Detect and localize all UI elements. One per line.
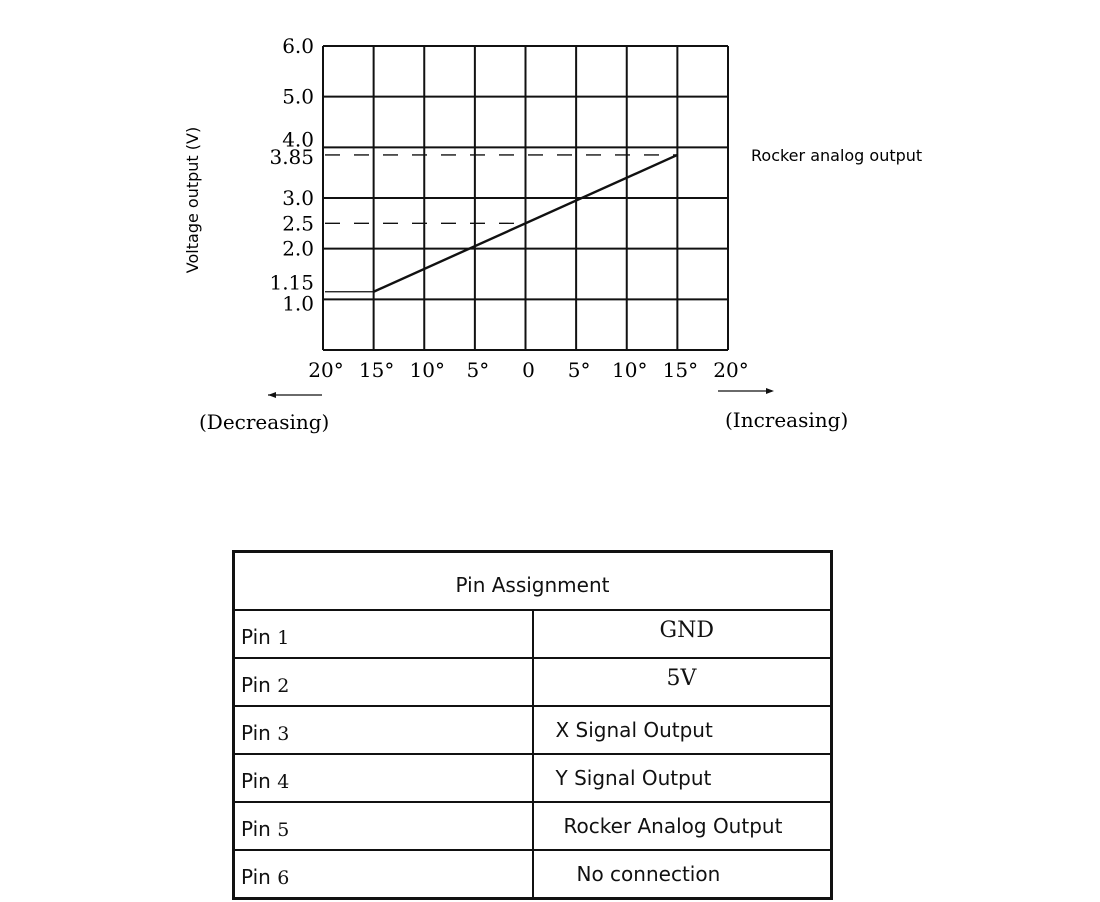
- pin-assignment-table: [232, 550, 833, 900]
- pin-cell: [234, 754, 533, 802]
- pin-word: Pin: [241, 721, 271, 745]
- x-tick-label: 15°: [358, 358, 395, 382]
- function-cell: [533, 610, 832, 658]
- pin-word: Pin: [241, 673, 271, 697]
- pin-number: 1: [277, 627, 290, 649]
- y-tick-label: 1.15: [269, 270, 314, 295]
- pin-function: X Signal Output: [555, 718, 713, 742]
- y-tick-label: 5.0: [282, 84, 314, 109]
- x-tick-label: 20°: [308, 358, 344, 382]
- x-tick-labels: [308, 358, 748, 382]
- table-row: [234, 754, 832, 802]
- pin-number: 4: [277, 771, 290, 793]
- right-arrow-head: [766, 388, 774, 394]
- y-tick-labels: [269, 34, 314, 315]
- pin-cell: [234, 850, 533, 899]
- table-title: Pin Assignment: [234, 552, 832, 611]
- pin-word: Pin: [241, 865, 271, 889]
- pin-function: Y Signal Output: [555, 766, 712, 790]
- y-tick-label: 3.0: [282, 186, 314, 210]
- table-header-row: [234, 552, 832, 611]
- y-tick-label: 2.5: [282, 211, 314, 236]
- x-tick-label: 0: [522, 358, 535, 382]
- decreasing-label: (Decreasing): [199, 410, 330, 434]
- pin-number: 3: [277, 723, 290, 745]
- y-tick-label: 1.0: [282, 291, 314, 316]
- function-cell: [533, 658, 832, 706]
- y-tick-label: 3.85: [269, 144, 314, 169]
- pin-word: Pin: [241, 817, 271, 841]
- y-tick-label: 2.0: [282, 236, 314, 261]
- function-cell: [533, 802, 832, 850]
- x-tick-label: 15°: [662, 358, 699, 382]
- function-cell: [533, 850, 832, 899]
- pin-function: 5V: [666, 665, 697, 691]
- pin-function: No connection: [576, 862, 721, 886]
- x-tick-label: 10°: [612, 358, 648, 382]
- x-tick-label: 5°: [567, 358, 591, 382]
- pin-function: GND: [659, 617, 714, 643]
- x-tick-label: 5°: [466, 358, 490, 382]
- function-cell: [533, 706, 832, 754]
- series-label: Rocker analog output: [751, 146, 923, 165]
- pin-word: Pin: [241, 625, 271, 649]
- pin-cell: [234, 802, 533, 850]
- x-tick-label: 20°: [713, 358, 749, 382]
- table-row: [234, 706, 832, 754]
- table-row: [234, 658, 832, 706]
- pin-cell: [234, 610, 533, 658]
- table-row: [234, 850, 832, 899]
- table-row: [234, 802, 832, 850]
- pin-number: 2: [277, 675, 290, 697]
- pin-cell: [234, 706, 533, 754]
- x-tick-label: 10°: [409, 358, 445, 382]
- chart-reference-lines: [325, 155, 677, 292]
- table-row: [234, 610, 832, 658]
- pin-cell: [234, 658, 533, 706]
- left-arrow-head: [268, 392, 276, 398]
- chart-grid: [323, 46, 728, 350]
- function-cell: [533, 754, 832, 802]
- y-axis-label: Voltage output (V): [183, 126, 202, 274]
- pin-number: 5: [277, 819, 290, 841]
- y-tick-label: 4.0: [282, 127, 314, 152]
- increasing-label: (Increasing): [725, 408, 849, 432]
- pin-number: 6: [277, 867, 290, 889]
- pin-word: Pin: [241, 769, 271, 793]
- y-tick-label: 6.0: [282, 34, 314, 58]
- pin-function: Rocker Analog Output: [563, 814, 783, 838]
